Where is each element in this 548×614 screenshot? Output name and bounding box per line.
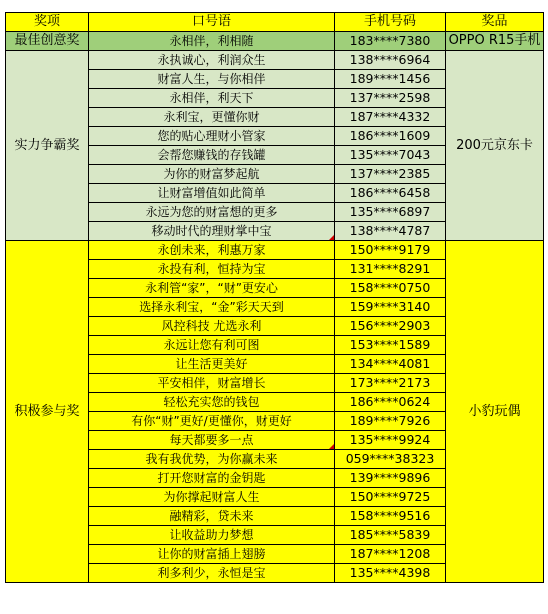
slogan-cell: 永远让您有利可图	[89, 336, 335, 355]
phone-cell: 189****1456	[335, 70, 446, 89]
award-cell: 积极参与奖	[6, 241, 89, 583]
slogan-cell: 打开您财富的金钥匙	[89, 469, 335, 488]
phone-cell: 137****2385	[335, 165, 446, 184]
slogan-cell: 永利宝，更懂你财	[89, 108, 335, 127]
prize-cell: 小豹玩偶	[446, 241, 544, 583]
phone-cell: 137****2598	[335, 89, 446, 108]
phone-cell: 189****7926	[335, 412, 446, 431]
slogan-cell: 永执诚心，利润众生	[89, 51, 335, 70]
awards-table	[5, 12, 544, 583]
slogan-cell: 移动时代的理财掌中宝	[89, 222, 335, 241]
slogan-cell: 为你撑起财富人生	[89, 488, 335, 507]
slogan-cell: 轻松充实您的钱包	[89, 393, 335, 412]
slogan-cell: 会帮您赚钱的存钱罐	[89, 146, 335, 165]
slogan-cell: 平安相伴，财富增长	[89, 374, 335, 393]
phone-cell: 059****38323	[335, 450, 446, 469]
slogan-cell: 风控科技 尤选永利	[89, 317, 335, 336]
table-row	[6, 241, 544, 260]
phone-cell: 186****6458	[335, 184, 446, 203]
phone-cell: 135****7043	[335, 146, 446, 165]
slogan-cell: 选择永利宝，“金”彩天天到	[89, 298, 335, 317]
phone-cell: 187****4332	[335, 108, 446, 127]
phone-cell: 187****1208	[335, 545, 446, 564]
slogan-cell: 财富人生，与你相伴	[89, 70, 335, 89]
header-award: 奖项	[6, 13, 89, 32]
award-cell: 实力争霸奖	[6, 51, 89, 241]
prize-cell: 200元京东卡	[446, 51, 544, 241]
phone-cell: 135****4398	[335, 564, 446, 583]
phone-cell: 139****9896	[335, 469, 446, 488]
slogan-cell: 永创未来，利惠万家	[89, 241, 335, 260]
slogan-cell: 让收益助力梦想	[89, 526, 335, 545]
header-prize: 奖品	[446, 13, 544, 32]
phone-cell: 186****0624	[335, 393, 446, 412]
slogan-cell: 让你的财富插上翅膀	[89, 545, 335, 564]
slogan-cell: 融精彩，贷未来	[89, 507, 335, 526]
header-row	[6, 13, 544, 32]
slogan-cell: 您的贴心理财小管家	[89, 127, 335, 146]
phone-cell: 135****6897	[335, 203, 446, 222]
slogan-cell: 利多利少，永恒是宝	[89, 564, 335, 583]
phone-cell: 159****3140	[335, 298, 446, 317]
phone-cell: 156****2903	[335, 317, 446, 336]
phone-cell: 138****4787	[335, 222, 446, 241]
phone-cell: 150****9179	[335, 241, 446, 260]
phone-cell: 183****7380	[335, 32, 446, 51]
slogan-cell: 永相伴，利相随	[89, 32, 335, 51]
phone-cell: 138****6964	[335, 51, 446, 70]
table-body	[6, 32, 544, 583]
phone-cell: 173****2173	[335, 374, 446, 393]
prize-cell: OPPO R15手机	[446, 32, 544, 51]
phone-cell: 134****4081	[335, 355, 446, 374]
slogan-cell: 永利管“家”，“财”更安心	[89, 279, 335, 298]
table-row	[6, 32, 544, 51]
phone-cell: 150****9725	[335, 488, 446, 507]
phone-cell: 158****9516	[335, 507, 446, 526]
phone-cell: 153****1589	[335, 336, 446, 355]
phone-cell: 185****5839	[335, 526, 446, 545]
phone-cell: 158****0750	[335, 279, 446, 298]
phone-cell: 186****1609	[335, 127, 446, 146]
header-phone: 手机号码	[335, 13, 446, 32]
award-cell: 最佳创意奖	[6, 32, 89, 51]
slogan-cell: 让财富增值如此简单	[89, 184, 335, 203]
slogan-cell: 永远为您的财富想的更多	[89, 203, 335, 222]
table-row	[6, 51, 544, 70]
slogan-cell: 永相伴，利天下	[89, 89, 335, 108]
phone-cell: 131****8291	[335, 260, 446, 279]
awards-table-container	[5, 12, 544, 583]
slogan-cell: 为你的财富梦起航	[89, 165, 335, 184]
slogan-cell: 每天都要多一点	[89, 431, 335, 450]
slogan-cell: 让生活更美好	[89, 355, 335, 374]
header-slogan: 口号语	[89, 13, 335, 32]
slogan-cell: 永投有利，恒持为宝	[89, 260, 335, 279]
slogan-cell: 我有我优势，为你赢未来	[89, 450, 335, 469]
phone-cell: 135****9924	[335, 431, 446, 450]
slogan-cell: 有你“财”更好/更懂你，财更好	[89, 412, 335, 431]
